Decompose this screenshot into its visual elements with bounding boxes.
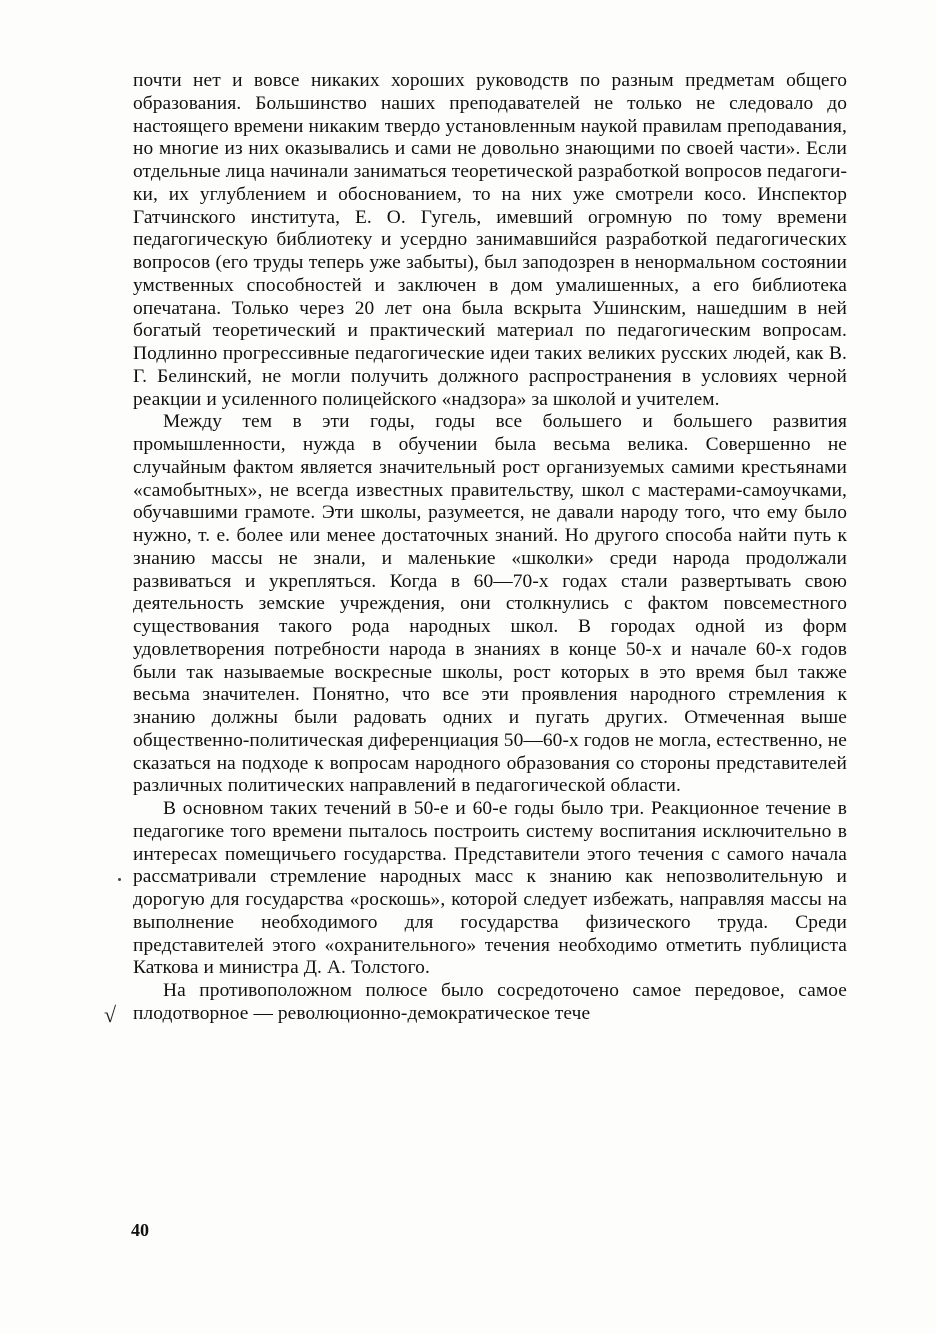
paragraph-1: почти нет и вовсе никаких хороших руководств по разным предметам общего образования. Большинство наших преподавателей не только не следовало до настоящего времени никаким твердо установленным наукой правилам преподавания, но многие из них оказывались и сами не довольно знающими по своей части». Если отдельные лица начинали заниматься теоретической разработкой вопросов педагогики, их углублением и обоснованием, то на них уже смотрели косо. Инспектор Гатчинского института, Е. О. Гугель, имевший огромную по тому времени педагогическую библиотеку и усердно занимавшийся разработкой педагогических вопросов (его труды теперь уже забыты), был заподозрен в ненормальном состоянии умственных способностей и заключен в дом умалишенных, а его библиотека опечатана. Только через 20 лет она была вскрыта Ушинским, нашедшим в ней богатый теоретический и практический материал по педагогическим вопросам. Подлинно прогрессивные педагогические идеи таких великих русских людей, как В. Г. Белинский, не могли получить должного распространения в условиях черной реакции и усиленного полицейского «надзора» за школой и учителем. [133,70,847,410]
page-number: 40 [131,1220,149,1240]
margin-dot [118,878,121,881]
paragraph-4: На противоположном полюсе было сосредоточено самое передовое, самое плодотворное — революционно-демократическое тече [133,980,847,1024]
paragraph-2: Между тем в эти годы, годы все большего и большего развития промышленности, нужда в обучении была весьма велика. Совершенно не случайным фактом является значительный рост организуемых самими крестьянами «самобытных», не всегда известных правительству, школ с мастерами-самоучками, обучавшими грамоте. Эти школы, разумеется, не давали народу того, что ему было нужно, т. е. более или менее достаточных знаний. Но другого способа найти путь к знанию массы не знали, и маленькие «школки» среди народа продолжали развиваться и укрепляться. Когда в 60—70-х годах стали развертывать свою деятельность земские учреждения, они столкнулись с фактом повсеместного существования такого рода народных школ. В городах одной из форм удовлетворения потребности народа в знаниях в конце 50-х и начале 60-х годов были так называемые воскресные школы, рост которых в это время был также весьма значителен. Понятно, что все эти проявления народного стремления к знанию должны были радовать одних и пугать других. Отмеченная выше общественно-политическая диференциация 50—60-х годов не могла, естественно, не сказаться на подходе к вопросам народного образования со стороны представителей различных политических направлений в педагогической области. [133,411,847,797]
body-text [133,70,847,1026]
margin-check-mark: √ [104,1002,117,1027]
paragraph-3: В основном таких течений в 50-е и 60-е годы было три. Реакционное течение в педагогике того времени пыталось построить систему воспитания исключительно в интересах помещичьего государства. Представители этого течения с самого начала рассматривали стремление народных масс к знанию как непозволительную и дорогую для государства «роскошь», которой следует избежать, направляя массы на выполнение необходимого для государства физического труда. Среди представителей этого «охранительного» течения необходимо отметить публициста Каткова и министра Д. А. Толстого. [133,798,847,979]
